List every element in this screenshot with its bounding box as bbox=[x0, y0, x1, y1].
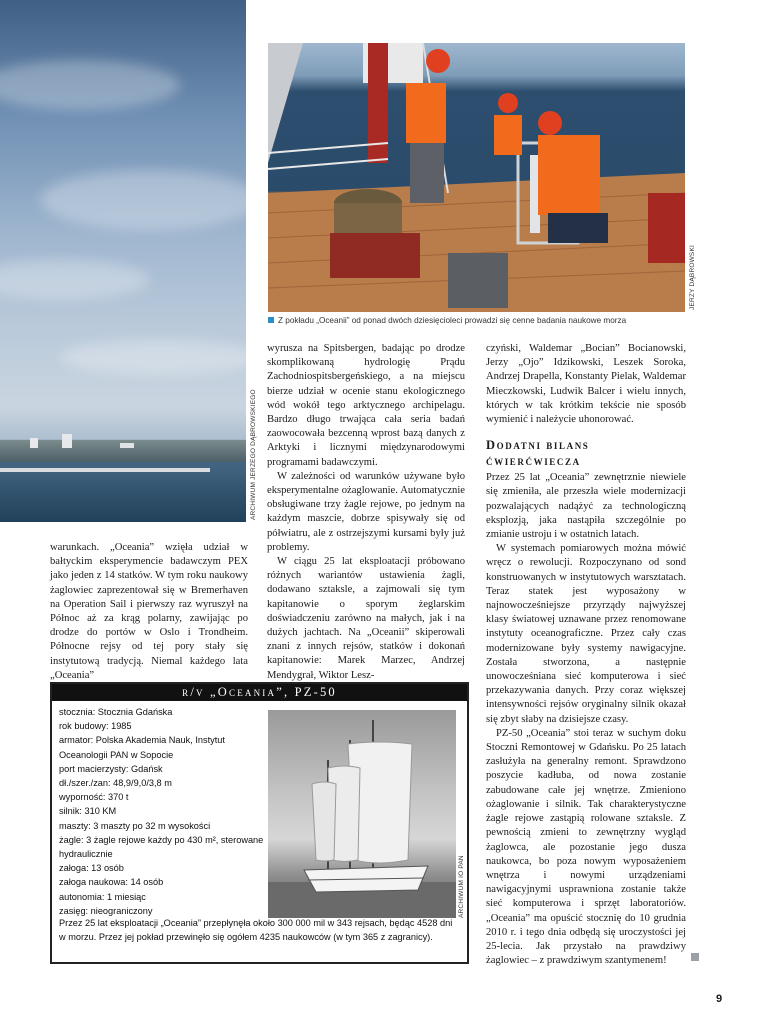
section-heading bbox=[486, 437, 686, 469]
paragraph: Przez 25 lat „Oceania” zewnętrznie niewiele się zmieniła, ale przeszła wiele modernizacji pozwalających nadążyć za technologiczną eksplozją, jaka nastąpiła szczególnie po zmianie ustroju i w ostatnich latach. bbox=[486, 472, 686, 541]
page-number: 9 bbox=[716, 993, 723, 1005]
deck-scene-illustration bbox=[268, 43, 685, 312]
spec-item: autonomia: 1 miesiąc bbox=[59, 891, 146, 902]
sea-horizon-photo bbox=[0, 0, 246, 522]
sky-photo-credit: ARCHIWUM JERZEGO DĄBROWSKIEGO bbox=[250, 389, 257, 520]
paragraph: PZ-50 „Oceania” stoi teraz w suchym doku Stoczni Remontowej w Gdańsku. Po 25 latach zasłużyła na generalny remont. Sprawdzono poszycie kadłuba, od nowa zostanie zabudowane całe jej wnętrze. Zmieniono ożaglowanie i silnik. Tak charakterystyczne żagle rejowe zastąpią rolowane sztaksle. Z pewnością zmieni to zewnętrzny wygląd żaglowca, ale pozostanie jego dusza naukowca, bo poza nowym wyposażeniem wnętrza i nowymi urządzeniami nawigacyjnymi usprawniona zostanie także sieć komputerowa i sprzęt laboratoriów. „Oceania” ma opuścić stocznię do 10 grudnia 2010 r. i tego dnia odbędą się uroczystości jej 25-lecia. Jak przystało na prawdziwy żaglowiec – z prawdziwym szantymenem! bbox=[486, 727, 686, 967]
spec-item: dł./szer./zan: 48,9/9,0/3,8 m bbox=[59, 778, 172, 789]
spec-item: silnik: 310 KM bbox=[59, 806, 117, 817]
specs-summary: Przez 25 lat eksploatacji „Oceania” przepłynęła około 300 000 mil w 343 rejsach, będąc 4528 dni w morzu. Przez jej pokład przewinęło się ogółem 4235 naukowców (w tym 365 z zagranicy). bbox=[59, 918, 453, 943]
specs-list bbox=[59, 705, 269, 918]
ship-illustration bbox=[268, 710, 456, 918]
paragraph: czyński, Waldemar „Bocian” Bocianowski, Jerzy „Ojo” Idzikowski, Leszek Soroka, Andrzej Drapella, Konstanty Pielak, Waldemar Mieczkowski, Ludwik Balcer i wielu innych, których w tak krótkim tekście nie sposób wymienić i należycie uhonorować. bbox=[486, 343, 686, 426]
specs-box-title: r/v „Oceania”, PZ-50 bbox=[52, 684, 467, 701]
paragraph: W zależności od warunków używane było eksperymentalne ożaglowanie. Automatycznie obsługiwane trzy żagle rejowe, po jednym na każdym maszcie, dobrze spisywały się od półwiatru, ale z ostrzejszymi kursami były już problemy. bbox=[267, 470, 465, 553]
spec-item: armator: Polska Akademia Nauk, Instytut Oceanologii PAN w Sopocie bbox=[59, 735, 225, 760]
spec-item: załoga naukowa: 14 osób bbox=[59, 877, 164, 888]
spec-item: port macierzysty: Gdańsk bbox=[59, 763, 163, 774]
spec-item: wyporność: 370 t bbox=[59, 792, 129, 803]
caption-square-icon bbox=[268, 317, 274, 323]
article-end-square-icon bbox=[691, 953, 699, 961]
paragraph: warunkach. „Oceania” wzięła udział w bałtyckim eksperymencie badawczym PEX jako jeden z 14 statków. W tym roku naukowy żaglowiec zaprezentował się w Bremerhaven na Operation Sail i pierwszy raz wyruszył na Północ aż za krąg polarny, zawijając po drodze do portów w Oslo i Trondheim. Północne rejsy od tej pory stały się instytutową tradycją. Niemal każdego lata „Oceania” bbox=[50, 542, 248, 681]
spec-item: maszty: 3 maszty po 32 m wysokości bbox=[59, 820, 211, 831]
text-column-1 bbox=[50, 541, 248, 683]
paragraph: W systemach pomiarowych można mówić wręcz o rewolucji. Rozpoczynano od sond konstruowanych w instytutowych warsztatach. Teraz statek jest wyposażony w najnowocześniejsze przyrządy najwyższej klasy światowej uznawane przez renomowane instytuty oceanograficzne. Przez cały czas modernizowane były systemy nawigacyjne. Została stworzona, a następnie unowocześniana sieć komputerowa i sieć przekazywania danych. Przy coraz większej intensywności rejsów oryginalny silnik okazał się zbyt słaby na dzisiejsze czasy. bbox=[486, 543, 686, 725]
ship-photo-credit: ARCHIWUM IO PAN bbox=[458, 855, 465, 918]
research-deck-photo bbox=[268, 43, 685, 312]
section-heading-line-2: ćwierćwiecza bbox=[486, 454, 581, 469]
text-column-2 bbox=[267, 342, 465, 683]
spec-item: rok budowy: 1985 bbox=[59, 721, 132, 732]
spec-item: załoga: 13 osób bbox=[59, 863, 124, 874]
spec-item: żagle: 3 żagle rejowe każdy po 430 m², sterowane hydraulicznie bbox=[59, 834, 264, 860]
caption-text: Z pokładu „Oceanii” od ponad dwóch dziesięcioleci prowadzi się cenne badania naukowe morza bbox=[278, 316, 627, 325]
section-heading-line-1: Dodatni bilans bbox=[486, 438, 590, 453]
spec-item: stocznia: Stocznia Gdańska bbox=[59, 707, 173, 717]
paragraph: W ciągu 25 lat eksploatacji próbowano różnych wariantów ustawienia żagli, dodawano sztaksle, a zajmowali się tym kapitanowie o sporym żeglarskim doświadczeniu zarówno na małych, jak i na dużych jachtach. Na „Oceanii” skiperowali znani z innych rejsów, statków i dokonań kapitanowie: Marek Marzec, Andrzej Mendygrał, Wiktor Lesz- bbox=[267, 556, 465, 681]
text-column-3 bbox=[486, 342, 686, 968]
sailing-ship-photo bbox=[268, 710, 456, 918]
spec-item: zasięg: nieograniczony bbox=[59, 905, 153, 916]
photo-caption bbox=[268, 316, 688, 325]
deck-photo-credit: JERZY DĄBROWSKI bbox=[689, 244, 696, 310]
paragraph: wyrusza na Spitsbergen, badając po drodze skomplikowaną hydrologię Prądu Zachodniospitsbergeńskiego, a na miejscu bierze udział w ocenie stanu ekologicznego wód wokół tego arktycznego archipelagu. Bardzo długo trwająca cała seria badań zaowocowała bezcenną wprost bazą danych z Arktyki i licznymi międzynarodowymi programami badawczymi. bbox=[267, 343, 465, 468]
